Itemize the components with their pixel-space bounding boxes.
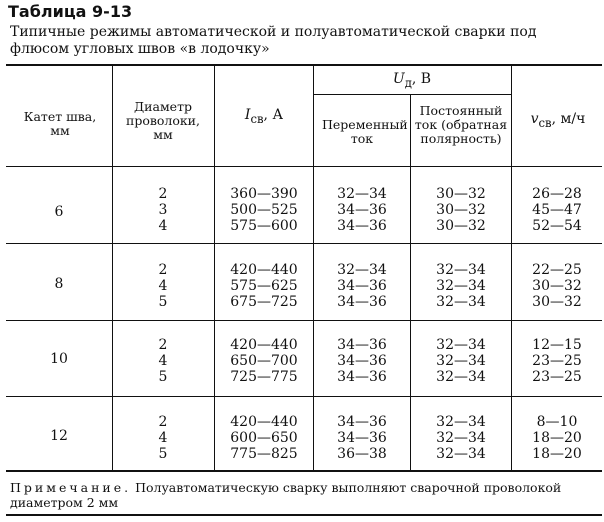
speed-cell: 8—10 18—20 18—20 [532, 414, 582, 462]
current-cell: 420—440 575—625 675—725 [230, 262, 298, 310]
col-divider [410, 94, 411, 166]
table-caption: Типичные режимы автоматической и полуавтоматической сварки под флюсом угловых швов «в лодочку» [10, 24, 537, 57]
col-divider [511, 66, 512, 166]
ac-cell: 34—36 34—36 36—38 [337, 414, 387, 462]
col-divider [112, 321, 113, 396]
current-subscript: св [250, 111, 264, 126]
diameter-cell: 2 3 4 [158, 186, 168, 234]
col-divider [112, 397, 113, 470]
table-note [10, 480, 602, 510]
ac-cell: 34—36 34—36 34—36 [337, 337, 387, 385]
ac-cell: 32—34 34—36 34—36 [337, 186, 387, 234]
group-rule [6, 396, 602, 397]
table-bottom-rule [6, 470, 602, 472]
dc-cell: 32—34 32—34 32—34 [436, 337, 486, 385]
current-cell: 360—390 500—525 575—600 [230, 186, 298, 234]
header-voltage [313, 72, 511, 90]
col-divider [214, 321, 215, 396]
top-rule [6, 64, 602, 66]
header-diameter: Диаметр проволоки, мм [125, 99, 200, 142]
current-cell: 420—440 650—700 725—775 [230, 337, 298, 385]
current-cell: 420—440 600—650 775—825 [230, 414, 298, 462]
dc-cell: 32—34 32—34 32—34 [436, 262, 486, 310]
speed-subscript: св [538, 115, 552, 130]
diameter-cell: 2 4 5 [158, 337, 168, 385]
diameter-cell: 2 4 5 [158, 262, 168, 310]
col-divider [214, 397, 215, 470]
header-speed [514, 112, 602, 130]
ac-cell: 32—34 34—36 34—36 [337, 262, 387, 310]
katet-cell: 12 [50, 428, 68, 444]
col-divider [112, 244, 113, 320]
katet-cell: 8 [54, 276, 64, 292]
header-dc: Постоянный ток (обратная полярность) [414, 103, 508, 146]
dc-cell: 30—32 30—32 30—32 [436, 186, 486, 234]
diameter-cell: 2 4 5 [158, 414, 168, 462]
col-divider [214, 66, 215, 166]
header-ac: Переменный ток [322, 117, 408, 146]
col-divider [112, 66, 113, 166]
current-unit: , А [263, 107, 284, 123]
voltage-symbol: U [392, 71, 405, 87]
katet-cell: 10 [50, 351, 68, 367]
voltage-unit: , В [411, 71, 432, 87]
page-bottom-rule [6, 514, 602, 516]
header-katet: Катет шва, мм [23, 109, 97, 138]
note-label: Примечание. [10, 480, 132, 495]
group-rule [6, 243, 602, 244]
col-divider [214, 244, 215, 320]
col-divider [214, 167, 215, 243]
speed-unit: , м/ч [551, 111, 586, 127]
dc-cell: 32—34 32—34 32—34 [436, 414, 486, 462]
group-rule [6, 320, 602, 321]
header-bottom-rule [6, 166, 602, 167]
katet-cell: 6 [54, 204, 64, 220]
speed-cell: 22—25 30—32 30—32 [532, 262, 582, 310]
header-current [216, 108, 312, 126]
speed-cell: 12—15 23—25 23—25 [532, 337, 582, 385]
speed-symbol: v [530, 111, 539, 127]
col-divider [112, 167, 113, 243]
voltage-subscript: д [404, 75, 412, 90]
note-text: Полуавтоматическую сварку выполняют сварочной проволокой диаметром 2 мм [10, 480, 562, 510]
current-symbol: I [244, 107, 251, 123]
table-title: Таблица 9-13 [8, 2, 133, 21]
speed-cell: 26—28 45—47 52—54 [532, 186, 582, 234]
voltage-header-rule [313, 94, 511, 95]
